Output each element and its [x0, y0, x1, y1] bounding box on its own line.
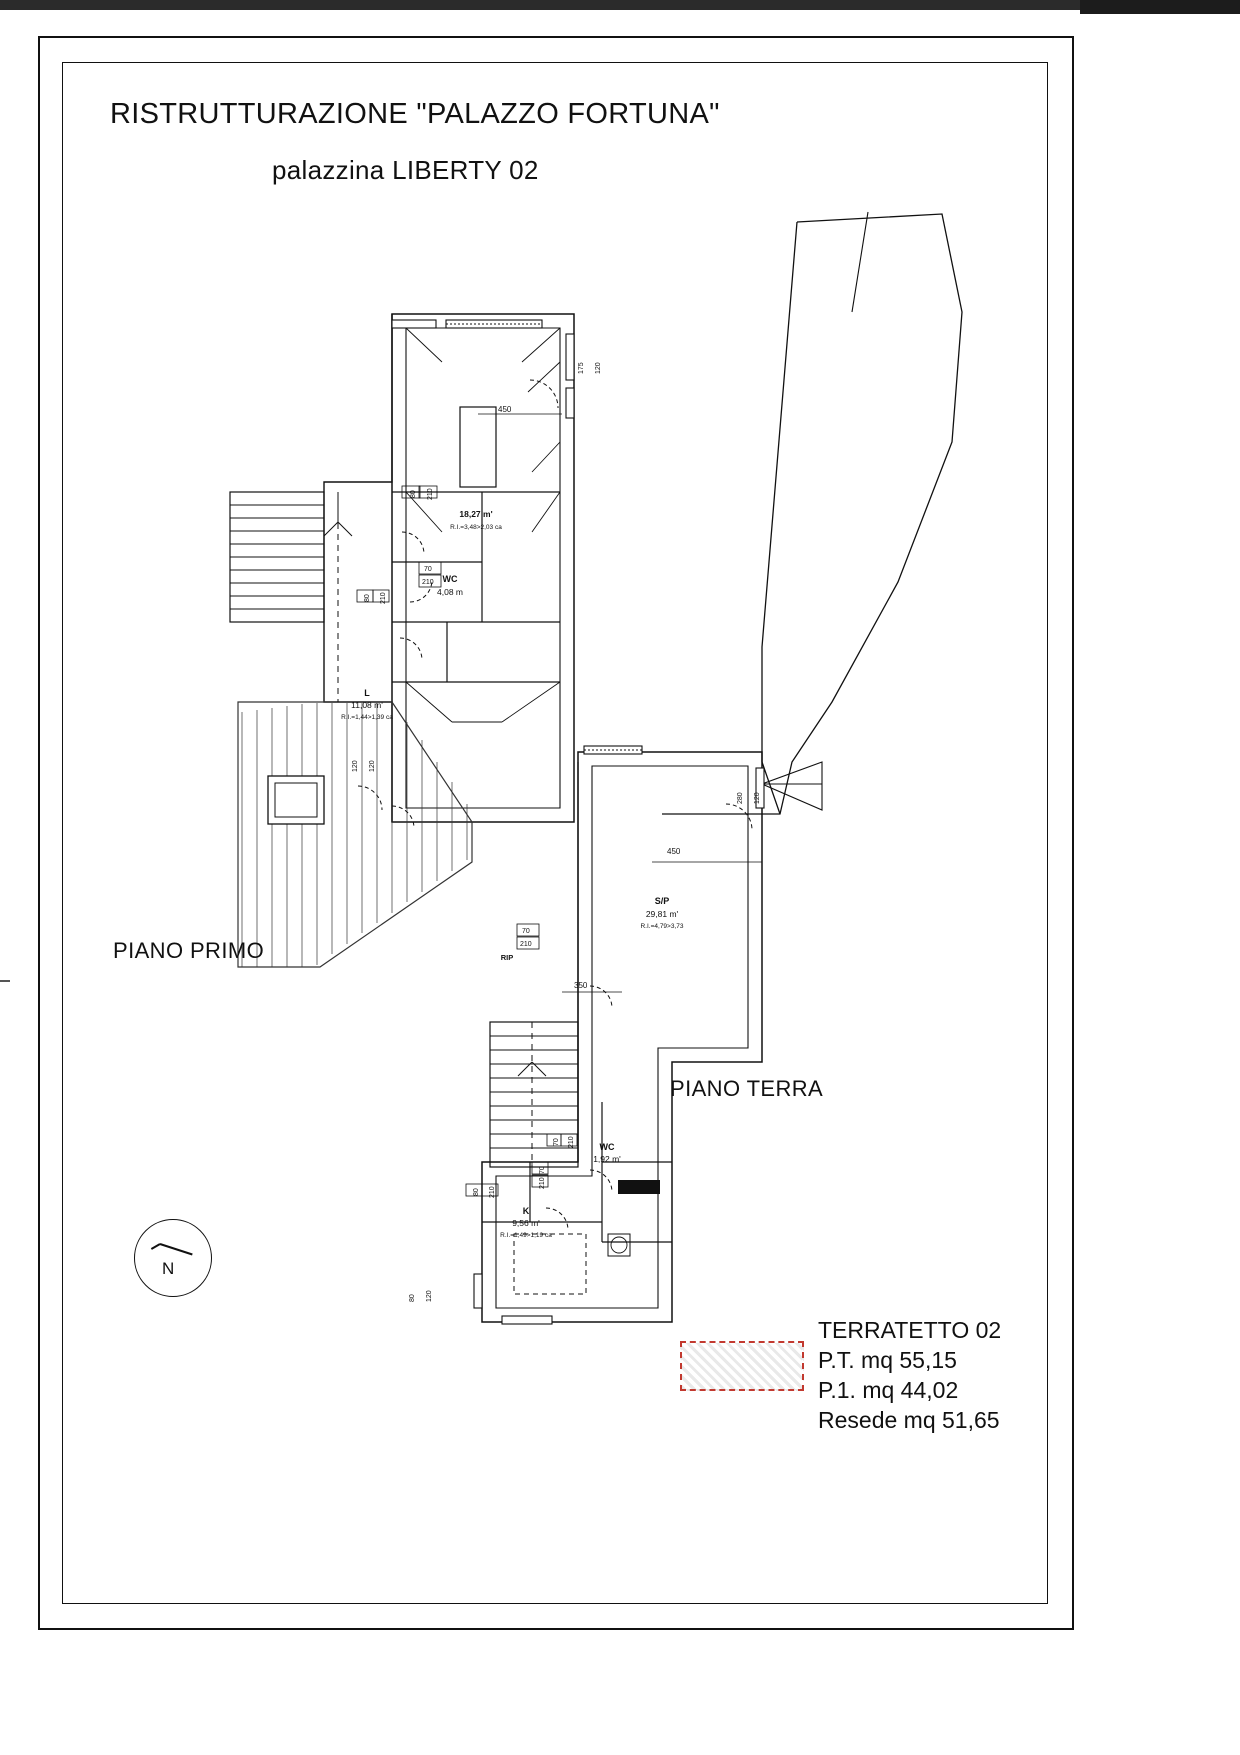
- legend-unit-name: TERRATETTO 02: [818, 1317, 1002, 1343]
- svg-text:175: 175: [578, 362, 585, 374]
- svg-text:80: 80: [410, 490, 417, 498]
- svg-text:280: 280: [737, 792, 744, 804]
- svg-text:210: 210: [489, 1186, 496, 1198]
- page-subtitle: palazzina LIBERTY 02: [272, 155, 539, 185]
- svg-text:K: K: [522, 1206, 530, 1216]
- svg-text:120: 120: [369, 760, 376, 772]
- svg-text:70: 70: [522, 928, 530, 935]
- legend-ground-area: P.T. mq 55,15: [818, 1347, 957, 1373]
- svg-text:70: 70: [539, 1166, 546, 1174]
- svg-text:120: 120: [595, 362, 602, 374]
- svg-text:L: L: [364, 688, 370, 698]
- svg-text:S/P: S/P: [654, 896, 670, 906]
- svg-text:R.I.=1,44>1,39 ca: R.I.=1,44>1,39 ca: [341, 714, 393, 721]
- legend-first-area: P.1. mq 44,02: [818, 1377, 959, 1403]
- svg-text:80: 80: [473, 1188, 480, 1196]
- svg-text:29,81 m': 29,81 m': [645, 909, 679, 919]
- page-title: RISTRUTTURAZIONE "PALAZZO FORTUNA": [110, 98, 720, 130]
- legend-text-block: [818, 1315, 1001, 1435]
- svg-text:450: 450: [667, 847, 681, 856]
- svg-text:R.I.=3,48>2,03 ca: R.I.=3,48>2,03 ca: [450, 524, 502, 531]
- svg-text:4,08 m: 4,08 m: [437, 587, 463, 597]
- scan-artifact-top: [0, 0, 1240, 10]
- scan-artifact-left-tick: [0, 980, 10, 982]
- svg-text:210: 210: [427, 488, 434, 500]
- svg-text:210: 210: [422, 579, 434, 586]
- svg-text:WC: WC: [442, 574, 458, 584]
- svg-text:1,92 m': 1,92 m': [593, 1154, 621, 1164]
- legend-courtyard-area: Resede mq 51,65: [818, 1407, 1000, 1433]
- legend-hatch-swatch: [680, 1341, 804, 1391]
- svg-text:120: 120: [352, 760, 359, 772]
- svg-text:80: 80: [364, 594, 371, 602]
- floor-label-first: PIANO PRIMO: [113, 938, 265, 963]
- north-arrow-icon: [134, 1219, 214, 1299]
- north-circle: [134, 1219, 212, 1297]
- svg-text:WC: WC: [599, 1142, 615, 1152]
- svg-text:R.I.=1,49>1,19 ca: R.I.=1,49>1,19 ca: [500, 1232, 552, 1239]
- svg-text:18,27 m': 18,27 m': [459, 509, 493, 519]
- svg-text:450: 450: [498, 405, 512, 414]
- svg-text:210: 210: [568, 1136, 575, 1148]
- svg-text:120: 120: [754, 792, 761, 804]
- svg-text:350: 350: [574, 981, 588, 990]
- svg-text:70: 70: [553, 1138, 560, 1146]
- svg-text:11,08 m': 11,08 m': [351, 700, 383, 710]
- svg-text:9,56 m': 9,56 m': [512, 1218, 540, 1228]
- svg-text:70: 70: [424, 566, 432, 573]
- svg-text:210: 210: [380, 592, 387, 604]
- north-letter: N: [162, 1259, 175, 1278]
- svg-text:R.I.=4,79>3,73: R.I.=4,79>3,73: [640, 923, 684, 930]
- svg-text:RIP: RIP: [500, 953, 514, 962]
- svg-text:120: 120: [426, 1290, 433, 1302]
- svg-text:210: 210: [520, 941, 532, 948]
- svg-text:210: 210: [539, 1177, 546, 1189]
- scan-artifact-top-right: [1080, 0, 1240, 14]
- svg-text:80: 80: [409, 1294, 416, 1302]
- floor-label-ground: PIANO TERRA: [670, 1076, 824, 1101]
